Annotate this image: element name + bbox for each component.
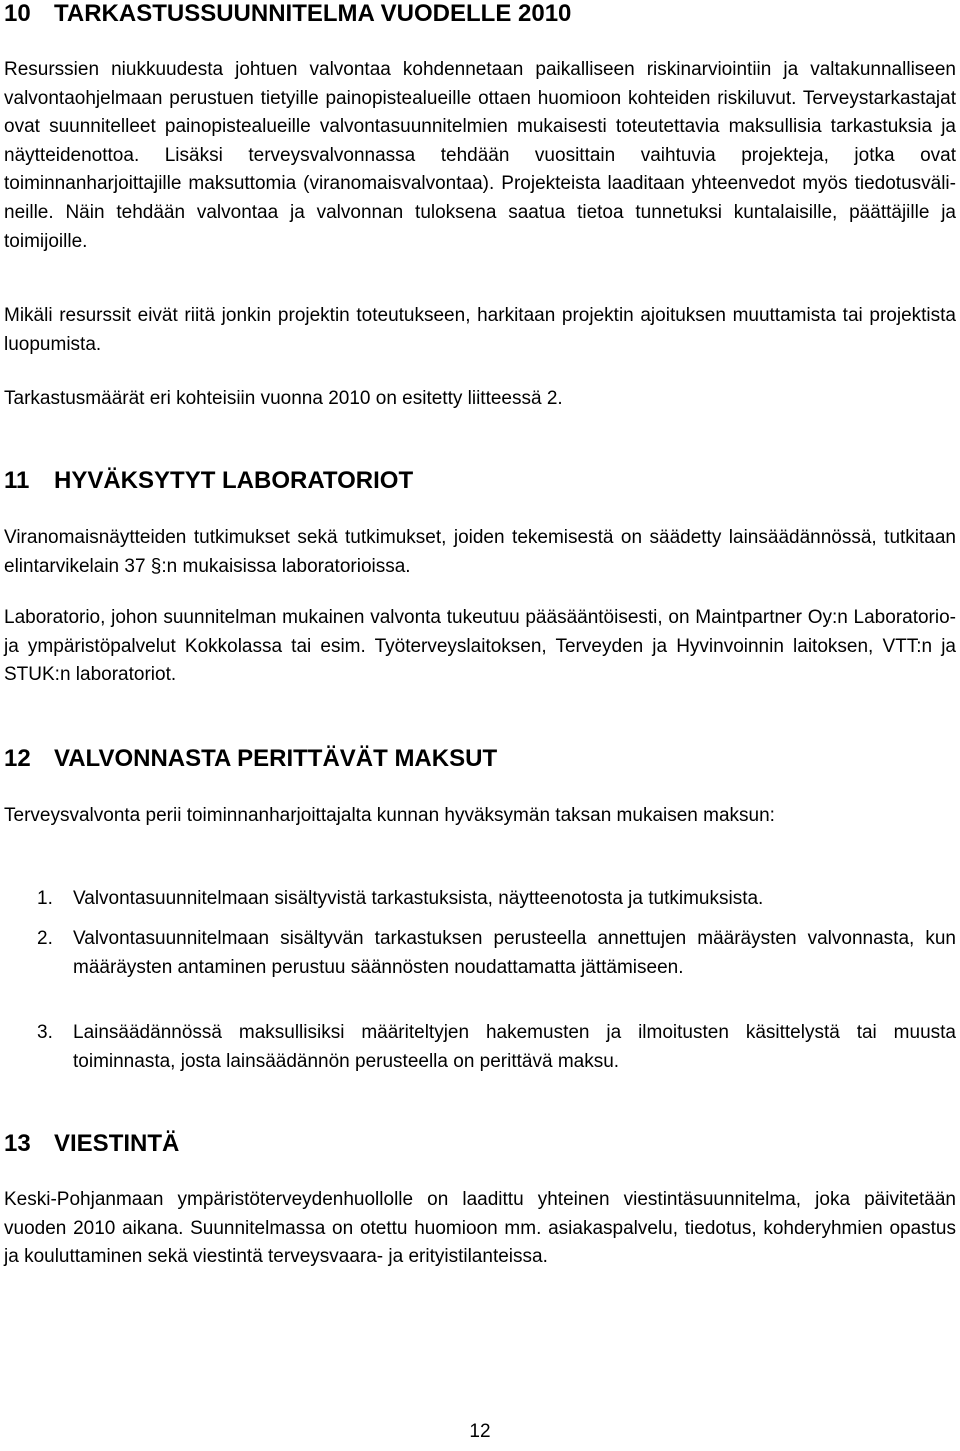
section-10-title: TARKASTUSSUUNNITELMA VUODELLE 2010 <box>54 0 572 27</box>
section-10-paragraph-3: Tarkastusmäärät eri kohteisiin vuonna 2010 on esitetty liitteessä 2. <box>4 388 563 409</box>
list-item <box>4 885 956 914</box>
list-item-text: Valvontasuunnitelmaan sisältyvistä tarkastuksista, näytteenotosta ja tutkimuksista. <box>73 888 764 909</box>
list-item-marker: 3. <box>37 1022 53 1043</box>
list-item-text: Valvontasuunnitelmaan sisältyvän tarkastuksen perusteella annettujen määräysten valvonnasta, kun määräysten antaminen perustuu säännösten noudattamatta jättämiseen. <box>73 928 956 978</box>
page-number: 12 <box>469 1421 491 1442</box>
section-10-heading <box>4 0 571 28</box>
section-10-paragraph-1: Resurssien niukkuudesta johtuen valvontaa kohdennetaan paikalliseen riskinarviointiin ja valtakunnalliseen valvontaohjelmaan perustuen tietyille painopistealueille ottaen huomioon kohteiden riskiluvut. Terveystarkastajat ovat suunnitelleet painopistealueille valvontasuunnitelmien mukaisesti toteutettavia maksullisia tarkastuksia ja näytteidenottoa. Lisäksi terveysvalvonnassa tehdään vuosittain vaihtuvia projekteja, jotka ovat toiminnanharjoittajille maksuttomia (viranomaisvalvontaa). Projekteista laaditaan yhteenvedot myös tiedotusvälineille. Näin tehdään valvontaa ja valvonnan tuloksena saatua tietoa tunnetuksi kuntalaisille, päättäjille ja toimijoille. <box>4 59 956 252</box>
section-11-heading <box>4 467 413 495</box>
section-10-paragraph-2: Mikäli resurssit eivät riitä jonkin projektin toteutukseen, harkitaan projektin ajoituksen muuttamista tai projektista luopumista. <box>4 305 956 355</box>
section-11-paragraph-2: Laboratorio, johon suunnitelman mukainen valvonta tukeutuu pääsääntöisesti, on Maintpartner Oy:n Laboratorio- ja ympäristöpalvelut Kokkolassa tai esim. Työterveyslaitoksen, Terveyden ja Hyvinvoinnin laitoksen, VTT:n ja STUK:n laboratoriot. <box>4 607 956 686</box>
list-item-marker: 2. <box>37 928 53 949</box>
section-11-paragraph-1: Viranomaisnäytteiden tutkimukset sekä tutkimukset, joiden tekemisestä on säädetty lainsäädännössä, tutkitaan elintarvikelain 37 §:n mukaisissa laboratorioissa. <box>4 527 956 577</box>
section-13-heading <box>4 1130 179 1158</box>
section-13-title: VIESTINTÄ <box>54 1130 180 1157</box>
list-item-text: Lainsäädännössä maksullisiksi määriteltyjen hakemusten ja ilmoitusten käsittelystä tai muusta toiminnasta, josta lainsäädännön perusteella on perittävä maksu. <box>73 1022 956 1072</box>
section-12-paragraph-1: Terveysvalvonta perii toiminnanharjoittajalta kunnan hyväksymän taksan mukaisen maksun: <box>4 805 775 826</box>
list-item <box>4 925 956 982</box>
section-11-title: HYVÄKSYTYT LABORATORIOT <box>54 467 414 494</box>
section-12-number: 12 <box>4 745 31 772</box>
list-item <box>4 1019 956 1076</box>
section-11-number: 11 <box>4 467 30 494</box>
section-12-title: VALVONNASTA PERITTÄVÄT MAKSUT <box>54 745 498 772</box>
section-13-paragraph-1: Keski-Pohjanmaan ympäristöterveydenhuollolle on laadittu yhteinen viestintäsuunnitelma, joka päivitetään vuoden 2010 aikana. Suunnitelmassa on otettu huomioon mm. asiakaspalvelu, tiedotus, kohderyhmien opastus ja kouluttaminen sekä viestintä terveysvaara- ja erityistilanteissa. <box>4 1189 956 1268</box>
section-12-heading <box>4 745 497 773</box>
list-item-marker: 1. <box>37 888 53 909</box>
section-13-number: 13 <box>4 1130 31 1157</box>
section-10-number: 10 <box>4 0 31 27</box>
